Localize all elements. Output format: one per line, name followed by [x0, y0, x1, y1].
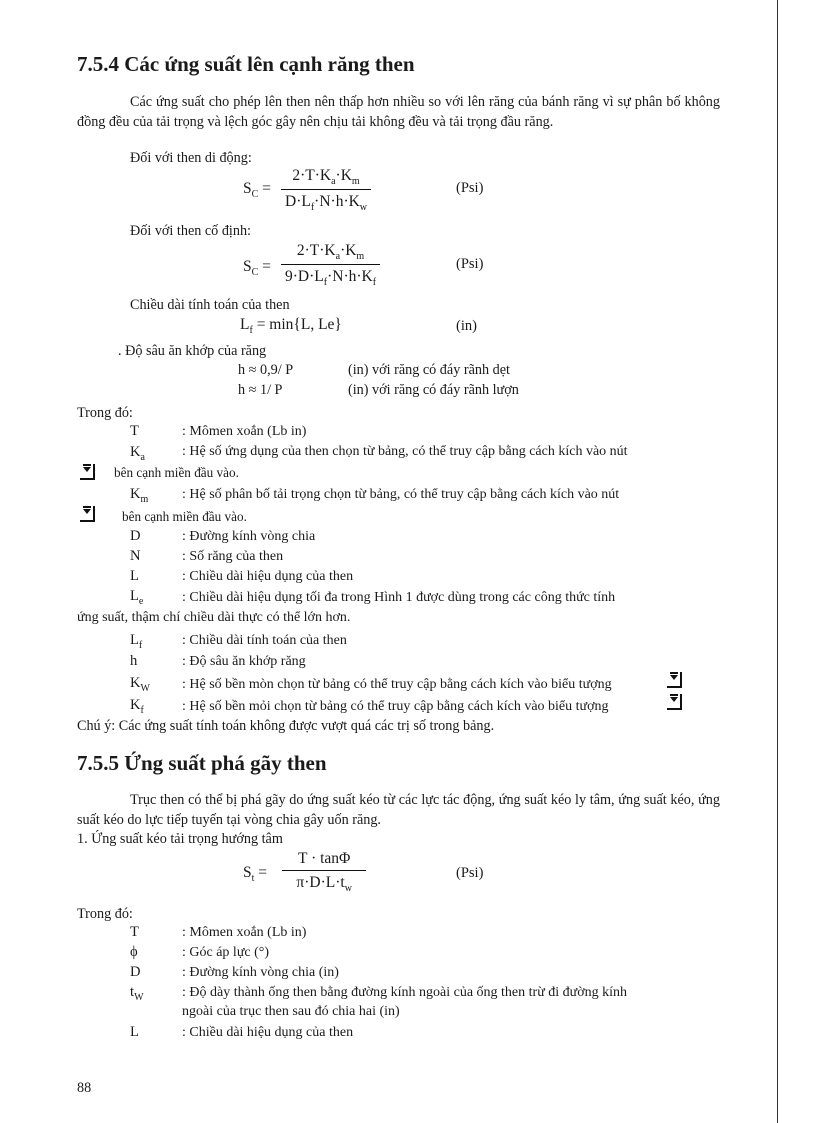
table-lookup-icon-kw[interactable]: [667, 672, 682, 688]
def-T: : Mômen xoắn (Lb in): [182, 424, 307, 439]
def-D: : Đường kính vòng chia: [182, 529, 316, 544]
formula-h-flat: h ≈ 0,9/ P: [238, 362, 294, 378]
symbol-D-755: D: [130, 964, 141, 980]
def-phi: : Góc áp lực (°): [182, 945, 270, 960]
def-N: : Số răng của then: [182, 549, 284, 564]
def-L: : Chiều dài hiệu dụng của then: [182, 569, 354, 584]
def-Kw: : Hệ số bền mòn chọn từ bảng có thể truy cập bằng cách kích vào biểu tượng: [182, 677, 612, 692]
label-movable-spline: Đối với then di động:: [130, 150, 252, 166]
def-Km-cont: bên cạnh miền đầu vào.: [122, 509, 247, 524]
where-label-755: Trong đó:: [77, 906, 133, 922]
def-Km: : Hệ số phân bố tải trọng chọn từ bảng, có thể truy cập bằng cách kích vào nút: [182, 487, 620, 502]
note-754: Chú ý: Các ứng suất tính toán không được vượt quá các trị số trong bảng.: [77, 718, 495, 734]
symbol-D: D: [130, 528, 141, 544]
formula-h-fillet-note: (in) với răng có đáy rãnh lượn: [348, 382, 519, 398]
def-Ka: : Hệ số ứng dụng của then chọn từ bảng, có thể truy cập bằng cách kích vào nút: [182, 444, 628, 459]
symbol-Ka: $K_a$: [130, 444, 145, 463]
symbol-h: h: [130, 653, 138, 669]
page-number: 88: [77, 1080, 92, 1096]
symbol-T: T: [130, 423, 139, 439]
table-lookup-icon-kf[interactable]: [667, 694, 682, 710]
symbol-Le: $L_e$: [130, 588, 144, 607]
formula-h-fillet: h ≈ 1/ P: [238, 382, 283, 398]
section-title-7-5-4: 7.5.4 Các ứng suất lên cạnh răng then: [77, 52, 415, 76]
symbol-Kf: $K_f$: [130, 697, 144, 716]
symbol-L: L: [130, 568, 139, 584]
table-lookup-icon-ka[interactable]: [80, 464, 95, 480]
label-engagement-depth: . Độ sâu ăn khớp của răng: [118, 343, 267, 359]
symbol-T-755: T: [130, 924, 139, 940]
def-Lf: : Chiều dài tính toán của then: [182, 633, 347, 648]
symbol-L-755: L: [130, 1024, 139, 1040]
def-T-755: : Mômen xoắn (Lb in): [182, 925, 307, 940]
where-label-754: Trong đó:: [77, 405, 133, 421]
intro-paragraph-754: Các ứng suất cho phép lên then nên thấp hơn nhiều so với lên răng của bánh răng vì sự phân bố không đồng đều của tải trọng và lệch góc gây nên chịu tải không đều và tải trọng đầu răng.: [77, 94, 720, 130]
page-edge-line: [777, 0, 778, 1123]
item-1-radial-tensile: 1. Ứng suất kéo tải trọng hướng tâm: [77, 831, 283, 847]
def-Le-cont: ứng suất, thậm chí chiều dài thực có thể lớn hơn.: [77, 610, 351, 625]
symbol-Km: $K_m$: [130, 486, 149, 505]
def-Le: : Chiều dài hiệu dụng tối đa trong Hình 1 được dùng trong các công thức tính: [182, 590, 616, 605]
label-fixed-spline: Đối với then cố định:: [130, 223, 251, 239]
def-tw-cont: ngoài của trục then sau đó chia hai (in): [182, 1004, 400, 1019]
def-Kf: : Hệ số bền mỏi chọn từ bảng có thể truy cập bằng cách kích vào biểu tượng: [182, 699, 609, 714]
def-Ka-cont: bên cạnh miền đầu vào.: [114, 465, 239, 480]
symbol-Kw: $K_W$: [130, 675, 150, 694]
formula-h-flat-note: (in) với răng có đáy rãnh dẹt: [348, 362, 510, 378]
def-tw: : Độ dày thành ống then bằng đường kính ngoài của ống then trừ đi đường kính: [182, 985, 628, 1000]
def-D-755: : Đường kính vòng chia (in): [182, 965, 339, 980]
symbol-tw: $t_W$: [130, 984, 144, 1003]
def-h: : Độ sâu ăn khớp răng: [182, 654, 306, 669]
def-L-755: : Chiều dài hiệu dụng của then: [182, 1025, 354, 1040]
symbol-Lf: $L_f$: [130, 632, 143, 651]
section-title-7-5-5: 7.5.5 Ứng suất phá gãy then: [77, 751, 327, 775]
intro-paragraph-755: Trục then có thể bị phá gãy do ứng suất kéo từ các lực tác động, ứng suất kéo ly tâm, ứng suất kéo, ứng suất kéo do lực tiếp tuyến tại vòng chia gây uốn răng.: [77, 792, 720, 828]
table-lookup-icon-km[interactable]: [80, 506, 95, 522]
symbol-N: N: [130, 548, 141, 564]
symbol-phi: ϕ: [130, 944, 138, 960]
label-effective-length: Chiều dài tính toán của then: [130, 297, 290, 313]
